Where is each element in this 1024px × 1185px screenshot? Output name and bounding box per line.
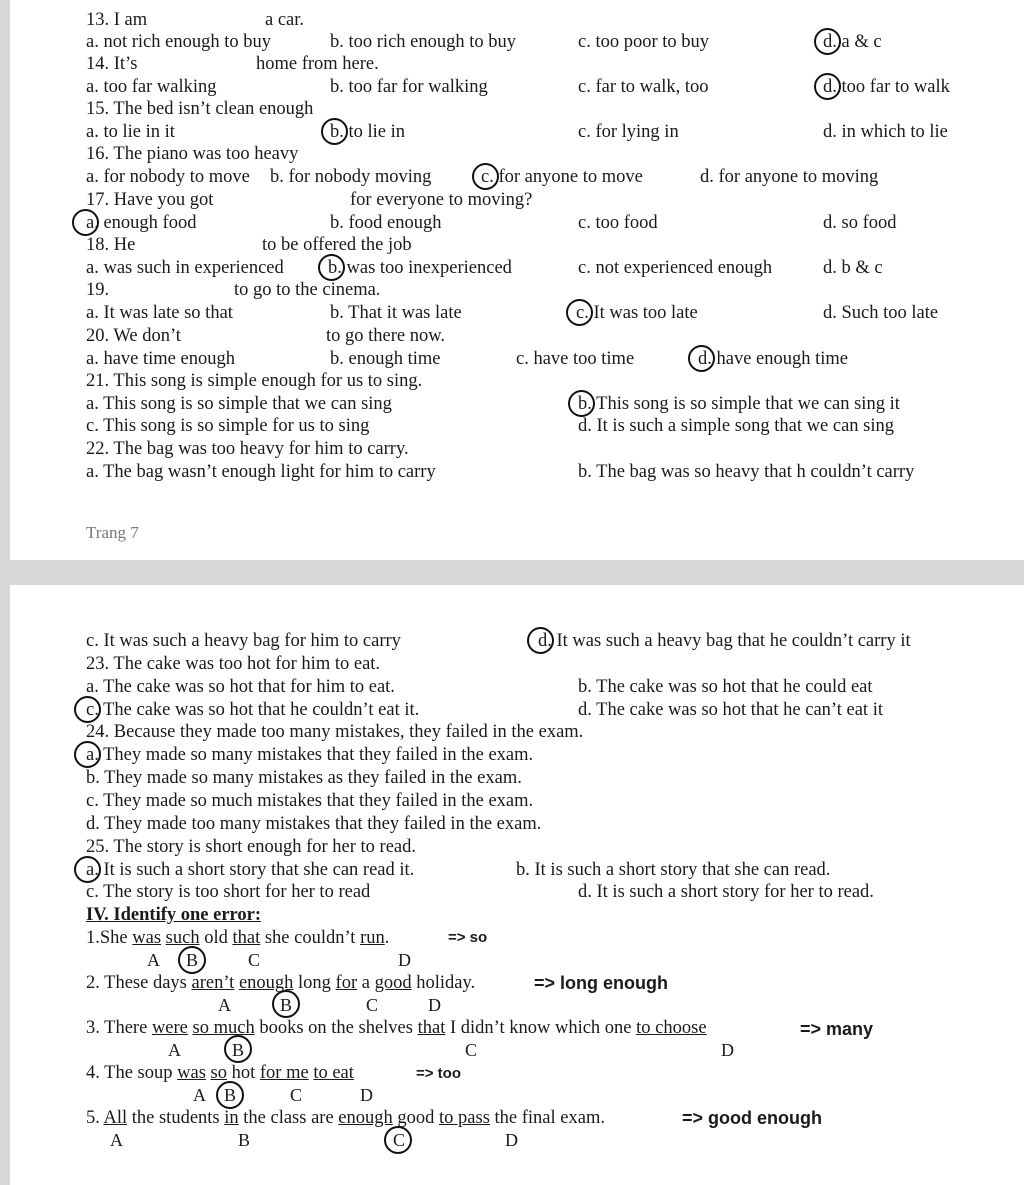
label-a: A (147, 950, 160, 970)
q21-option-b: b. This song is so simple that we can sing it (578, 394, 900, 414)
question-18-stem-end: to be offered the job (262, 235, 412, 255)
label-d: D (721, 1040, 734, 1060)
q15-option-c: c. for lying in (578, 122, 679, 142)
q19-option-c: c. It was too late (576, 303, 698, 323)
label-c: C (366, 995, 379, 1015)
option-d-text: to choose (636, 1018, 707, 1038)
question-21-stem: 21. This song is simple enough for us to sing. (86, 371, 423, 391)
q17-option-a: a. enough food (86, 213, 197, 233)
sentence-text: 2. These days (86, 973, 192, 993)
answer-circle (216, 1081, 244, 1109)
question-17-stem-end: for everyone to moving? (350, 190, 533, 210)
sentence-text: good (392, 1108, 440, 1128)
question-25-stem: 25. The story is short enough for her to read. (86, 837, 417, 857)
answer-circle (688, 345, 715, 372)
answer-circle (272, 990, 300, 1018)
label-c: C (290, 1085, 303, 1105)
answer-circle (74, 856, 101, 883)
sentence-text: 5. (86, 1108, 104, 1128)
sentence-text: 4. The soup (86, 1063, 178, 1083)
label-c: C (248, 950, 261, 970)
q21-option-a: a. This song is so simple that we can sing (86, 394, 392, 414)
q19-option-d: d. Such too late (823, 303, 939, 323)
q14-option-b: b. too far for walking (330, 77, 488, 97)
q24-option-c: c. They made so much mistakes that they failed in the exam. (86, 791, 534, 811)
sentence-text: . (384, 928, 390, 948)
error-sentence-4 (86, 1062, 354, 1084)
q15-option-d: d. in which to lie (823, 122, 948, 142)
answer-circle (814, 28, 841, 55)
q18-option-c: c. not experienced enough (578, 258, 773, 278)
q20-option-c: c. have too time (516, 349, 635, 369)
correction-4: => too (416, 1065, 462, 1082)
question-14-stem: 14. It’s (86, 54, 138, 74)
label-b: B (186, 950, 199, 970)
label-c: C (465, 1040, 478, 1060)
answer-circle (472, 163, 499, 190)
sentence-text: old (199, 928, 233, 948)
sentence-text: a (357, 973, 375, 993)
label-b: B (238, 1130, 251, 1150)
answer-circle (74, 741, 101, 768)
sentence-text: 3. There (86, 1018, 152, 1038)
answer-circle (527, 627, 554, 654)
option-d-text: to eat (313, 1063, 354, 1083)
q23-option-a: a. The cake was so hot that for him to eat. (86, 677, 395, 697)
label-d: D (428, 995, 441, 1015)
q18-option-a: a. was such in experienced (86, 258, 284, 278)
correction-5: => good enough (682, 1108, 822, 1128)
q22-option-d: d. It was such a heavy bag that he couldn’t carry it (538, 631, 911, 651)
q16-option-b: b. for nobody moving (270, 167, 432, 187)
question-15-stem: 15. The bed isn’t clean enough (86, 99, 314, 119)
error-sentence-5 (86, 1107, 605, 1129)
q23-option-c: c. The cake was so hot that he couldn’t eat it. (86, 700, 420, 720)
q18-option-b: b. was too inexperienced (328, 258, 512, 278)
q14-option-c: c. far to walk, too (578, 77, 709, 97)
answer-circle (72, 209, 99, 236)
correction-1: => so (448, 929, 488, 946)
q24-option-a: a. They made so many mistakes that they failed in the exam. (86, 745, 534, 765)
q16-option-d: d. for anyone to moving (700, 167, 879, 187)
option-c-text: that (417, 1018, 446, 1038)
q20-option-d: d. have enough time (698, 349, 849, 369)
option-d-text: to pass (439, 1108, 490, 1128)
option-b-text: in (224, 1108, 239, 1128)
answer-circle (566, 299, 593, 326)
q19-option-b: b. That it was late (330, 303, 462, 323)
option-c-text: for me (259, 1063, 309, 1083)
option-b-text: enough (238, 973, 294, 993)
label-b: B (232, 1040, 245, 1060)
label-a: A (168, 1040, 181, 1060)
answer-circle (178, 946, 206, 974)
question-17-stem: 17. Have you got (86, 190, 214, 210)
sentence-text: I didn’t know which one (445, 1018, 637, 1038)
option-c-text: for (335, 973, 358, 993)
option-b-text: such (165, 928, 200, 948)
q21-option-c: c. This song is so simple for us to sing (86, 416, 370, 436)
answer-circle (814, 73, 841, 100)
label-a: A (110, 1130, 123, 1150)
label-d: D (360, 1085, 373, 1105)
q24-option-d: d. They made too many mistakes that they failed in the exam. (86, 814, 542, 834)
q17-option-d: d. so food (823, 213, 897, 233)
q20-option-a: a. have time enough (86, 349, 235, 369)
q15-option-a: a. to lie in it (86, 122, 175, 142)
answer-circle (318, 254, 345, 281)
q13-option-b: b. too rich enough to buy (330, 32, 517, 52)
option-a-text: was (132, 928, 162, 948)
q14-option-a: a. too far walking (86, 77, 217, 97)
option-a-text: aren’t (191, 973, 235, 993)
q25-option-b: b. It is such a short story that she can read. (516, 860, 831, 880)
sentence-text: the final exam. (489, 1108, 605, 1128)
q24-option-b: b. They made so many mistakes as they failed in the exam. (86, 768, 522, 788)
option-d-text: run (360, 928, 385, 948)
label-b: B (224, 1085, 237, 1105)
question-20-stem-end: to go there now. (326, 326, 446, 346)
q19-option-a: a. It was late so that (86, 303, 233, 323)
label-c: C (393, 1130, 406, 1150)
question-14-stem-end: home from here. (256, 54, 379, 74)
sentence-text: hot (227, 1063, 260, 1083)
q13-option-d: d. a & c (823, 32, 882, 52)
q17-option-c: c. too food (578, 213, 658, 233)
q22-option-c: c. It was such a heavy bag for him to carry (86, 631, 401, 651)
correction-2: => long enough (534, 973, 668, 993)
q18-option-d: d. b & c (823, 258, 883, 278)
q22-option-a: a. The bag wasn’t enough light for him to carry (86, 462, 436, 482)
q22-option-b: b. The bag was so heavy that h couldn’t carry (578, 462, 915, 482)
label-a: A (193, 1085, 206, 1105)
q16-option-a: a. for nobody to move (86, 167, 250, 187)
option-a-text: were (151, 1018, 188, 1038)
q13-option-a: a. not rich enough to buy (86, 32, 271, 52)
question-24-stem: 24. Because they made too many mistakes, they failed in the exam. (86, 722, 584, 742)
q25-option-c: c. The story is too short for her to read (86, 882, 371, 902)
label-a: A (218, 995, 231, 1015)
option-a-text: All (103, 1108, 128, 1128)
option-a-text: was (177, 1063, 206, 1083)
q13-option-c: c. too poor to buy (578, 32, 710, 52)
option-d-text: good (374, 973, 412, 993)
label-d: D (505, 1130, 518, 1150)
sentence-text: the students (127, 1108, 225, 1128)
correction-3: => many (800, 1019, 874, 1039)
error-sentence-3 (86, 1017, 707, 1039)
question-16-stem: 16. The piano was too heavy (86, 144, 299, 164)
q15-option-b: b. to lie in (330, 122, 406, 142)
q23-option-b: b. The cake was so hot that he could eat (578, 677, 873, 697)
option-c-text: that (232, 928, 261, 948)
q25-option-d: d. It is such a short story for her to read. (578, 882, 874, 902)
q20-option-b: b. enough time (330, 349, 441, 369)
sentence-text: the class are (238, 1108, 339, 1128)
option-b-text: so much (192, 1018, 255, 1038)
sentence-text: long (293, 973, 336, 993)
q17-option-b: b. food enough (330, 213, 442, 233)
q23-option-d: d. The cake was so hot that he can’t eat it (578, 700, 883, 720)
q16-option-c: c. for anyone to move (481, 167, 643, 187)
answer-circle (568, 390, 595, 417)
page-footer: Trang 7 (86, 523, 139, 542)
answer-circle (384, 1126, 412, 1154)
sentence-text: 1.She (86, 928, 133, 948)
question-22-stem: 22. The bag was too heavy for him to carry. (86, 439, 409, 459)
label-d: D (398, 950, 411, 970)
option-b-text: so (210, 1063, 227, 1083)
section-title: IV. Identify one error: (86, 905, 262, 925)
question-23-stem: 23. The cake was too hot for him to eat. (86, 654, 381, 674)
q25-option-a: a. It is such a short story that she can read it. (86, 860, 415, 880)
page-7 (10, 0, 1024, 560)
option-c-text: enough (338, 1108, 393, 1128)
question-13-stem: 13. I am (86, 10, 148, 30)
q14-option-d: d. too far to walk (823, 77, 950, 97)
answer-circle (224, 1035, 252, 1063)
answer-circle (74, 696, 101, 723)
page-8 (10, 585, 1024, 1185)
sentence-text: holiday. (411, 973, 476, 993)
question-19-stem-end: to go to the cinema. (234, 280, 381, 300)
sentence-text: she couldn’t (260, 928, 361, 948)
answer-circle (321, 118, 348, 145)
error-sentence-1 (86, 927, 389, 949)
label-b: B (280, 995, 293, 1015)
sentence-text: books on the shelves (254, 1018, 418, 1038)
question-18-stem: 18. He (86, 235, 136, 255)
q21-option-d: d. It is such a simple song that we can sing (578, 416, 894, 436)
question-19-stem: 19. (86, 280, 110, 300)
question-13-stem-end: a car. (265, 10, 305, 30)
question-20-stem: 20. We don’t (86, 326, 181, 346)
